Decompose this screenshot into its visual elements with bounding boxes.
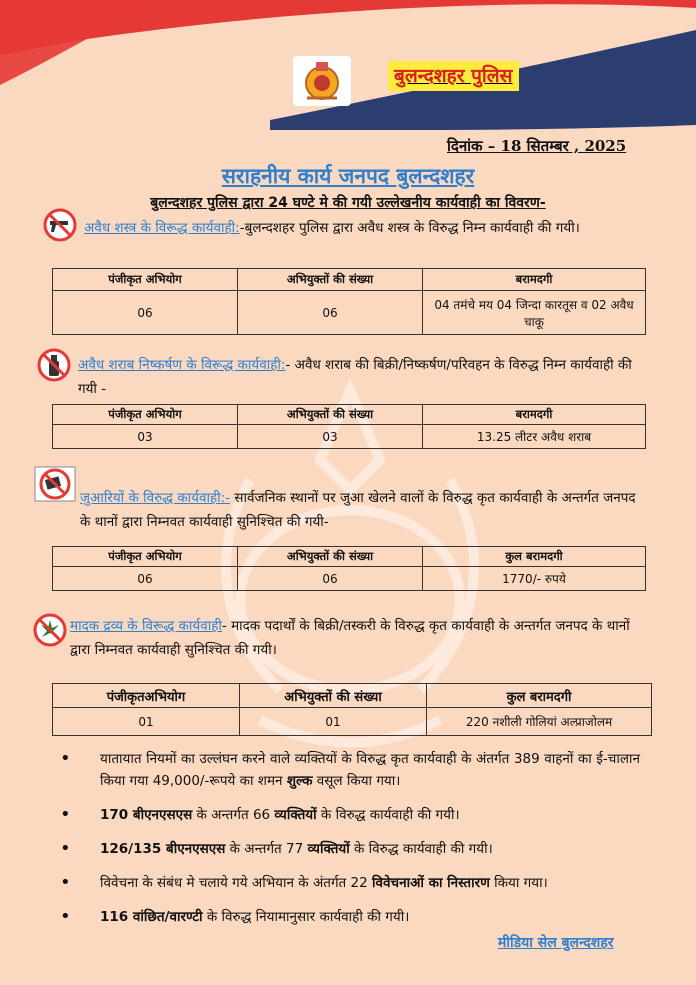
table-header: बरामदगी	[423, 405, 646, 425]
table-cell: 06	[53, 567, 238, 591]
no-gun-icon	[42, 207, 78, 243]
table-header: पंजीकृत अभियोग	[53, 547, 238, 567]
table-cell: 06	[238, 567, 423, 591]
drugs-table	[52, 683, 652, 736]
table-header: अभियुक्तों की संख्या	[238, 547, 423, 567]
table-header: कुल बरामदगी	[423, 547, 646, 567]
table-cell: 06	[238, 291, 423, 335]
table-cell: 01	[240, 708, 427, 736]
section-liquor-body: - अवैध शराब की बिक्री/निष्कर्षण/परिवहन के विरुद्ध निम्न कार्यवाही की गयी -	[78, 357, 632, 397]
table-header: बरामदगी	[423, 269, 646, 291]
section-drugs-heading: मादक द्रव्य के विरूद्ध कार्यवाही	[70, 618, 222, 634]
section-drugs-body: - मादक पदार्थों के बिक्री/तस्करी के विरुद्ध कृत कार्यवाही के अन्तर्गत जनपद के थानों द्वारा निम्नवत कार्यवाही सुनिश्चित की गयी।	[70, 618, 630, 658]
section-drugs-text	[70, 614, 640, 662]
no-gambling-icon	[34, 466, 76, 502]
section-arms-text	[84, 216, 640, 240]
gambling-table	[52, 546, 646, 591]
section-arms-body: -बुलन्दशहर पुलिस द्वारा अवैध शस्त्र के विरुद्ध निम्न कार्यवाही की गयी।	[239, 220, 580, 236]
list-item: • यातायात नियमों का उल्लंघन करने वाले व्यक्तियों के विरुद्ध कृत कार्यवाही के अंतर्गत 389 वाहनों का ई-चालान किया गया 49,000/-रूपये का शमन शुल्क वसूल किया गया।	[60, 748, 640, 792]
section-liquor-heading: अवैध शराब निष्कर्षण के विरूद्ध कार्यवाही:	[78, 357, 286, 373]
section-gambling-heading: जुआरियों के विरुद्ध कार्यवाही:-	[80, 490, 231, 506]
table-cell: 06	[53, 291, 238, 335]
table-header: पंजीकृत अभियोग	[53, 405, 238, 425]
no-drugs-icon	[32, 612, 68, 648]
liquor-table	[52, 404, 646, 449]
list-item: • विवेचना के संबंध मे चलाये गये अभियान के अंतर्गत 22 विवेचनाओं का निस्तारण किया गया।	[60, 872, 640, 894]
table-header: पंजीकृतअभियोग	[53, 684, 240, 708]
table-cell: 1770/- रुपये	[423, 567, 646, 591]
table-cell: 03	[53, 425, 238, 449]
list-item: • 116 वांछित/वारण्टी के विरुद्ध नियामानुसार कार्यवाही की गयी।	[60, 906, 640, 928]
section-arms-heading: अवैध शस्त्र के विरूद्ध कार्यवाही:	[84, 220, 240, 236]
table-cell: 220 नशीली गोलियां अल्प्राजोलम	[427, 708, 652, 736]
section-gambling-body: सार्वजनिक स्थानों पर जुआ खेलने वालों के विरुद्ध कृत कार्यवाही के अन्तर्गत जनपद के थानों द्वारा निम्नवत कार्यवाही सुनिश्चित की गयी-	[80, 490, 636, 530]
arms-table	[52, 268, 646, 335]
up-police-logo	[293, 56, 351, 106]
page-title: सराहनीय कार्य जनपद बुलन्दशहर	[221, 164, 475, 188]
table-cell: 03	[238, 425, 423, 449]
table-header: अभियुक्तों की संख्या	[240, 684, 427, 708]
table-header: अभियुक्तों की संख्या	[238, 405, 423, 425]
table-cell: 01	[53, 708, 240, 736]
footer-signature: मीडिया सेल बुलन्दशहर	[498, 935, 614, 951]
table-cell: 04 तमंचे मय 04 जिन्दा कारतूस व 02 अवैध चाकू	[423, 291, 646, 335]
table-header: पंजीकृत अभियोग	[53, 269, 238, 291]
section-liquor-text	[78, 353, 640, 401]
brand-title: बुलन्दशहर पुलिस	[388, 61, 519, 91]
summary-bullets	[60, 748, 640, 940]
list-item: • 126/135 बीएनएसएस के अन्तर्गत 77 व्यक्तियों के विरुद्ध कार्यवाही की गयी।	[60, 838, 640, 860]
date-line: दिनांक – 18 सितम्बर , 2025	[447, 137, 627, 155]
page-subtitle: बुलन्दशहर पुलिस द्वारा 24 घण्टे मे की गयी उल्लेखनीय कार्यवाही का विवरण-	[150, 195, 546, 211]
no-alcohol-icon	[36, 347, 72, 383]
table-cell: 13.25 लीटर अवैध शराब	[423, 425, 646, 449]
section-gambling-text	[80, 486, 640, 534]
table-header: अभियुक्तों की संख्या	[238, 269, 423, 291]
table-header: कुल बरामदगी	[427, 684, 652, 708]
list-item: • 170 बीएनएसएस के अन्तर्गत 66 व्यक्तियों के विरुद्ध कार्यवाही की गयी।	[60, 804, 640, 826]
up-police-emblem-icon	[293, 56, 351, 106]
